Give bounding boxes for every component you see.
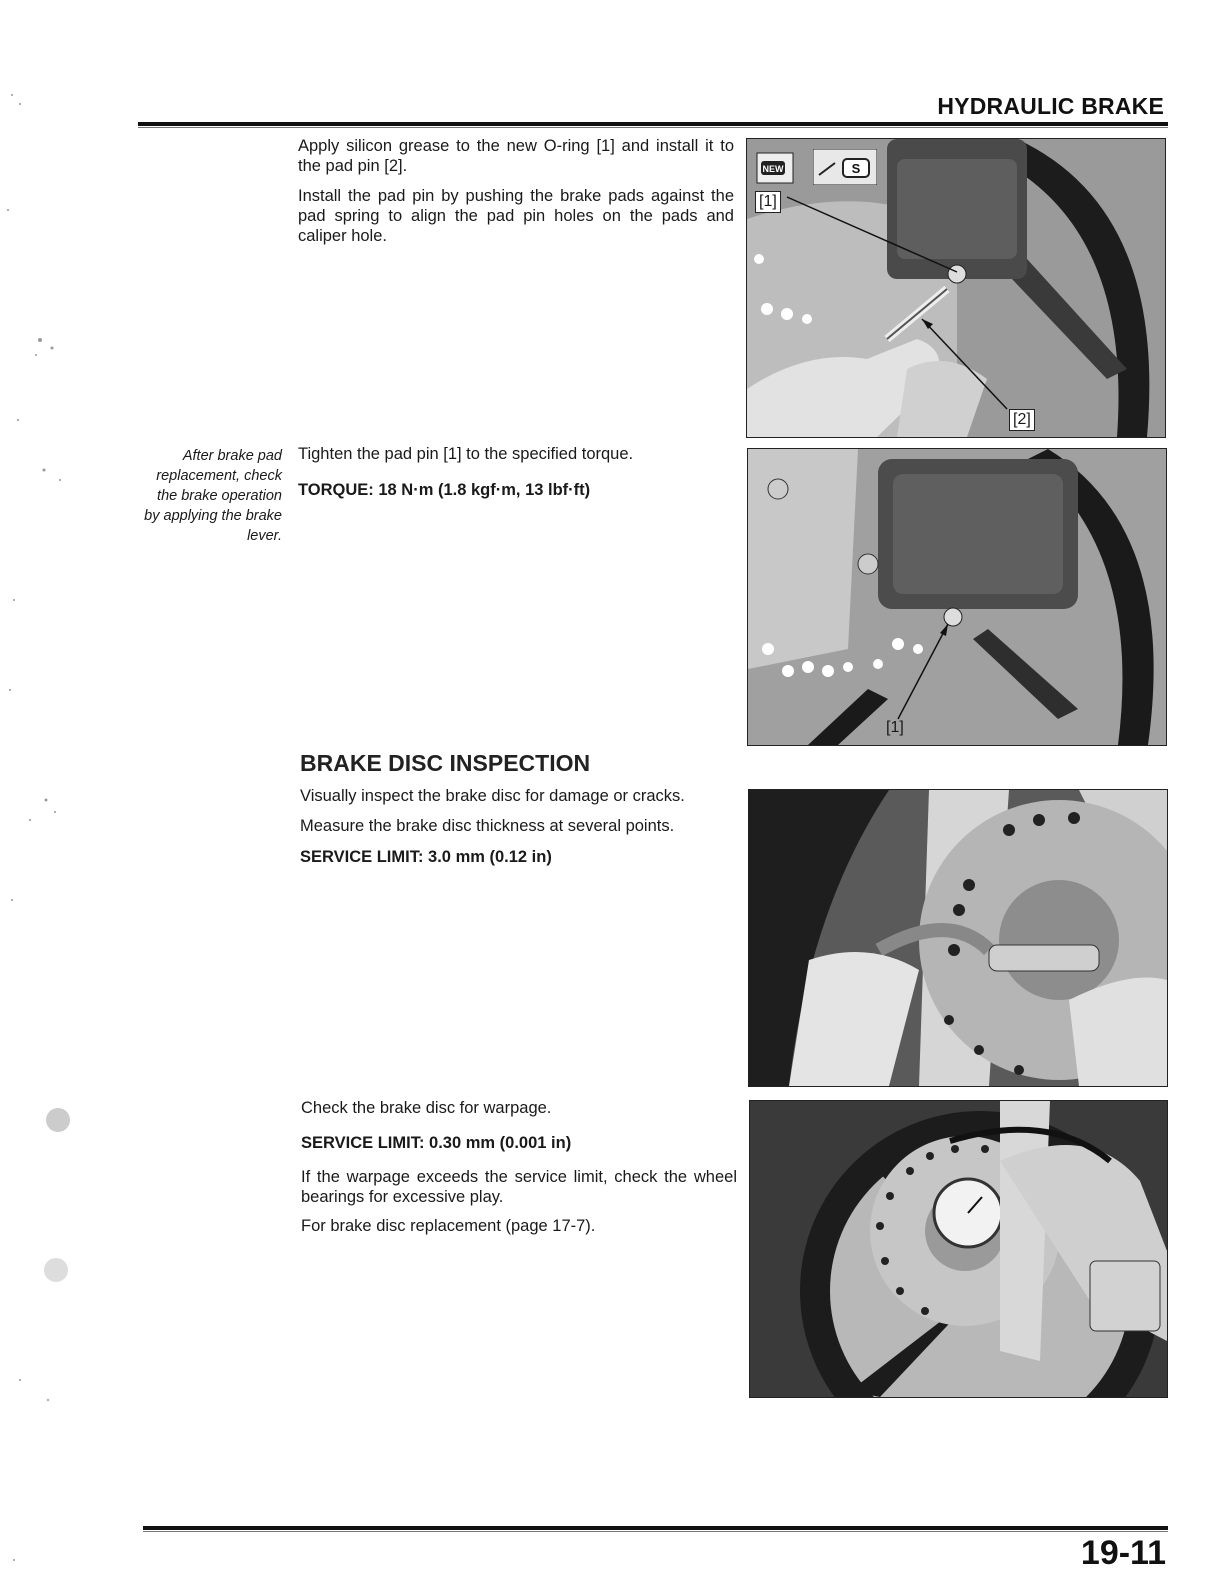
block2-para1: Tighten the pad pin [1] to the specified torque. [298, 445, 634, 463]
micrometer-photo [749, 790, 1167, 1086]
grease-icon-text: S [851, 161, 861, 176]
figure-disc-warpage [749, 1100, 1168, 1398]
block4-para2: If the warpage exceeds the service limit, check the wheel bearings for excessive play. [301, 1168, 737, 1206]
pad-pin-photo [747, 139, 1165, 437]
new-part-icon [755, 147, 799, 187]
grease-icon [813, 149, 877, 185]
scan-edge-speckle [0, 0, 90, 1584]
callout-label-1: [1] [755, 191, 781, 213]
section-title: HYDRAULIC BRAKE [937, 93, 1164, 119]
block4-text [301, 1098, 737, 1236]
header-rule [138, 122, 1168, 126]
figure-pad-pin-torque [747, 448, 1167, 746]
block1-text [298, 136, 734, 246]
section-heading: BRAKE DISC INSPECTION [300, 750, 591, 776]
callout-label-1: [1] [886, 719, 904, 736]
block2-text [298, 444, 734, 500]
side-note: After brake pad replacement, check the brake operation by applying the brake lever. [144, 448, 282, 544]
block3-para2: Measure the brake disc thickness at several points. [300, 817, 675, 835]
block4-para1: Check the brake disc for warpage. [301, 1099, 552, 1117]
warpage-service-limit: SERVICE LIMIT: 0.30 mm (0.001 in) [301, 1134, 572, 1152]
thickness-service-limit: SERVICE LIMIT: 3.0 mm (0.12 in) [300, 848, 552, 866]
block1-para1: Apply silicon grease to the new O-ring [1] and install it to the pad pin [2]. [298, 137, 734, 175]
dial-indicator-photo [750, 1101, 1167, 1397]
footer-rule [143, 1526, 1168, 1530]
torque-spec: TORQUE: 18 N·m (1.8 kgf·m, 13 lbf·ft) [298, 481, 591, 499]
callout-label-2: [2] [1009, 409, 1035, 431]
footer-rule-thin [143, 1531, 1168, 1532]
caliper-photo [748, 449, 1166, 745]
header-rule-thin [138, 127, 1168, 128]
new-icon-text: NEW [762, 164, 784, 174]
block1-para2: Install the pad pin by pushing the brake pads against the pad spring to align the pad pin holes on the pads and caliper hole. [298, 187, 734, 245]
block3-text [300, 786, 740, 867]
block3-para1: Visually inspect the brake disc for damage or cracks. [300, 787, 685, 805]
figure-disc-thickness [748, 789, 1168, 1087]
page-number: 19-11 [1080, 1534, 1166, 1572]
block4-para3: For brake disc replacement (page 17-7). [301, 1217, 596, 1235]
figure-pad-pin-install [746, 138, 1166, 438]
